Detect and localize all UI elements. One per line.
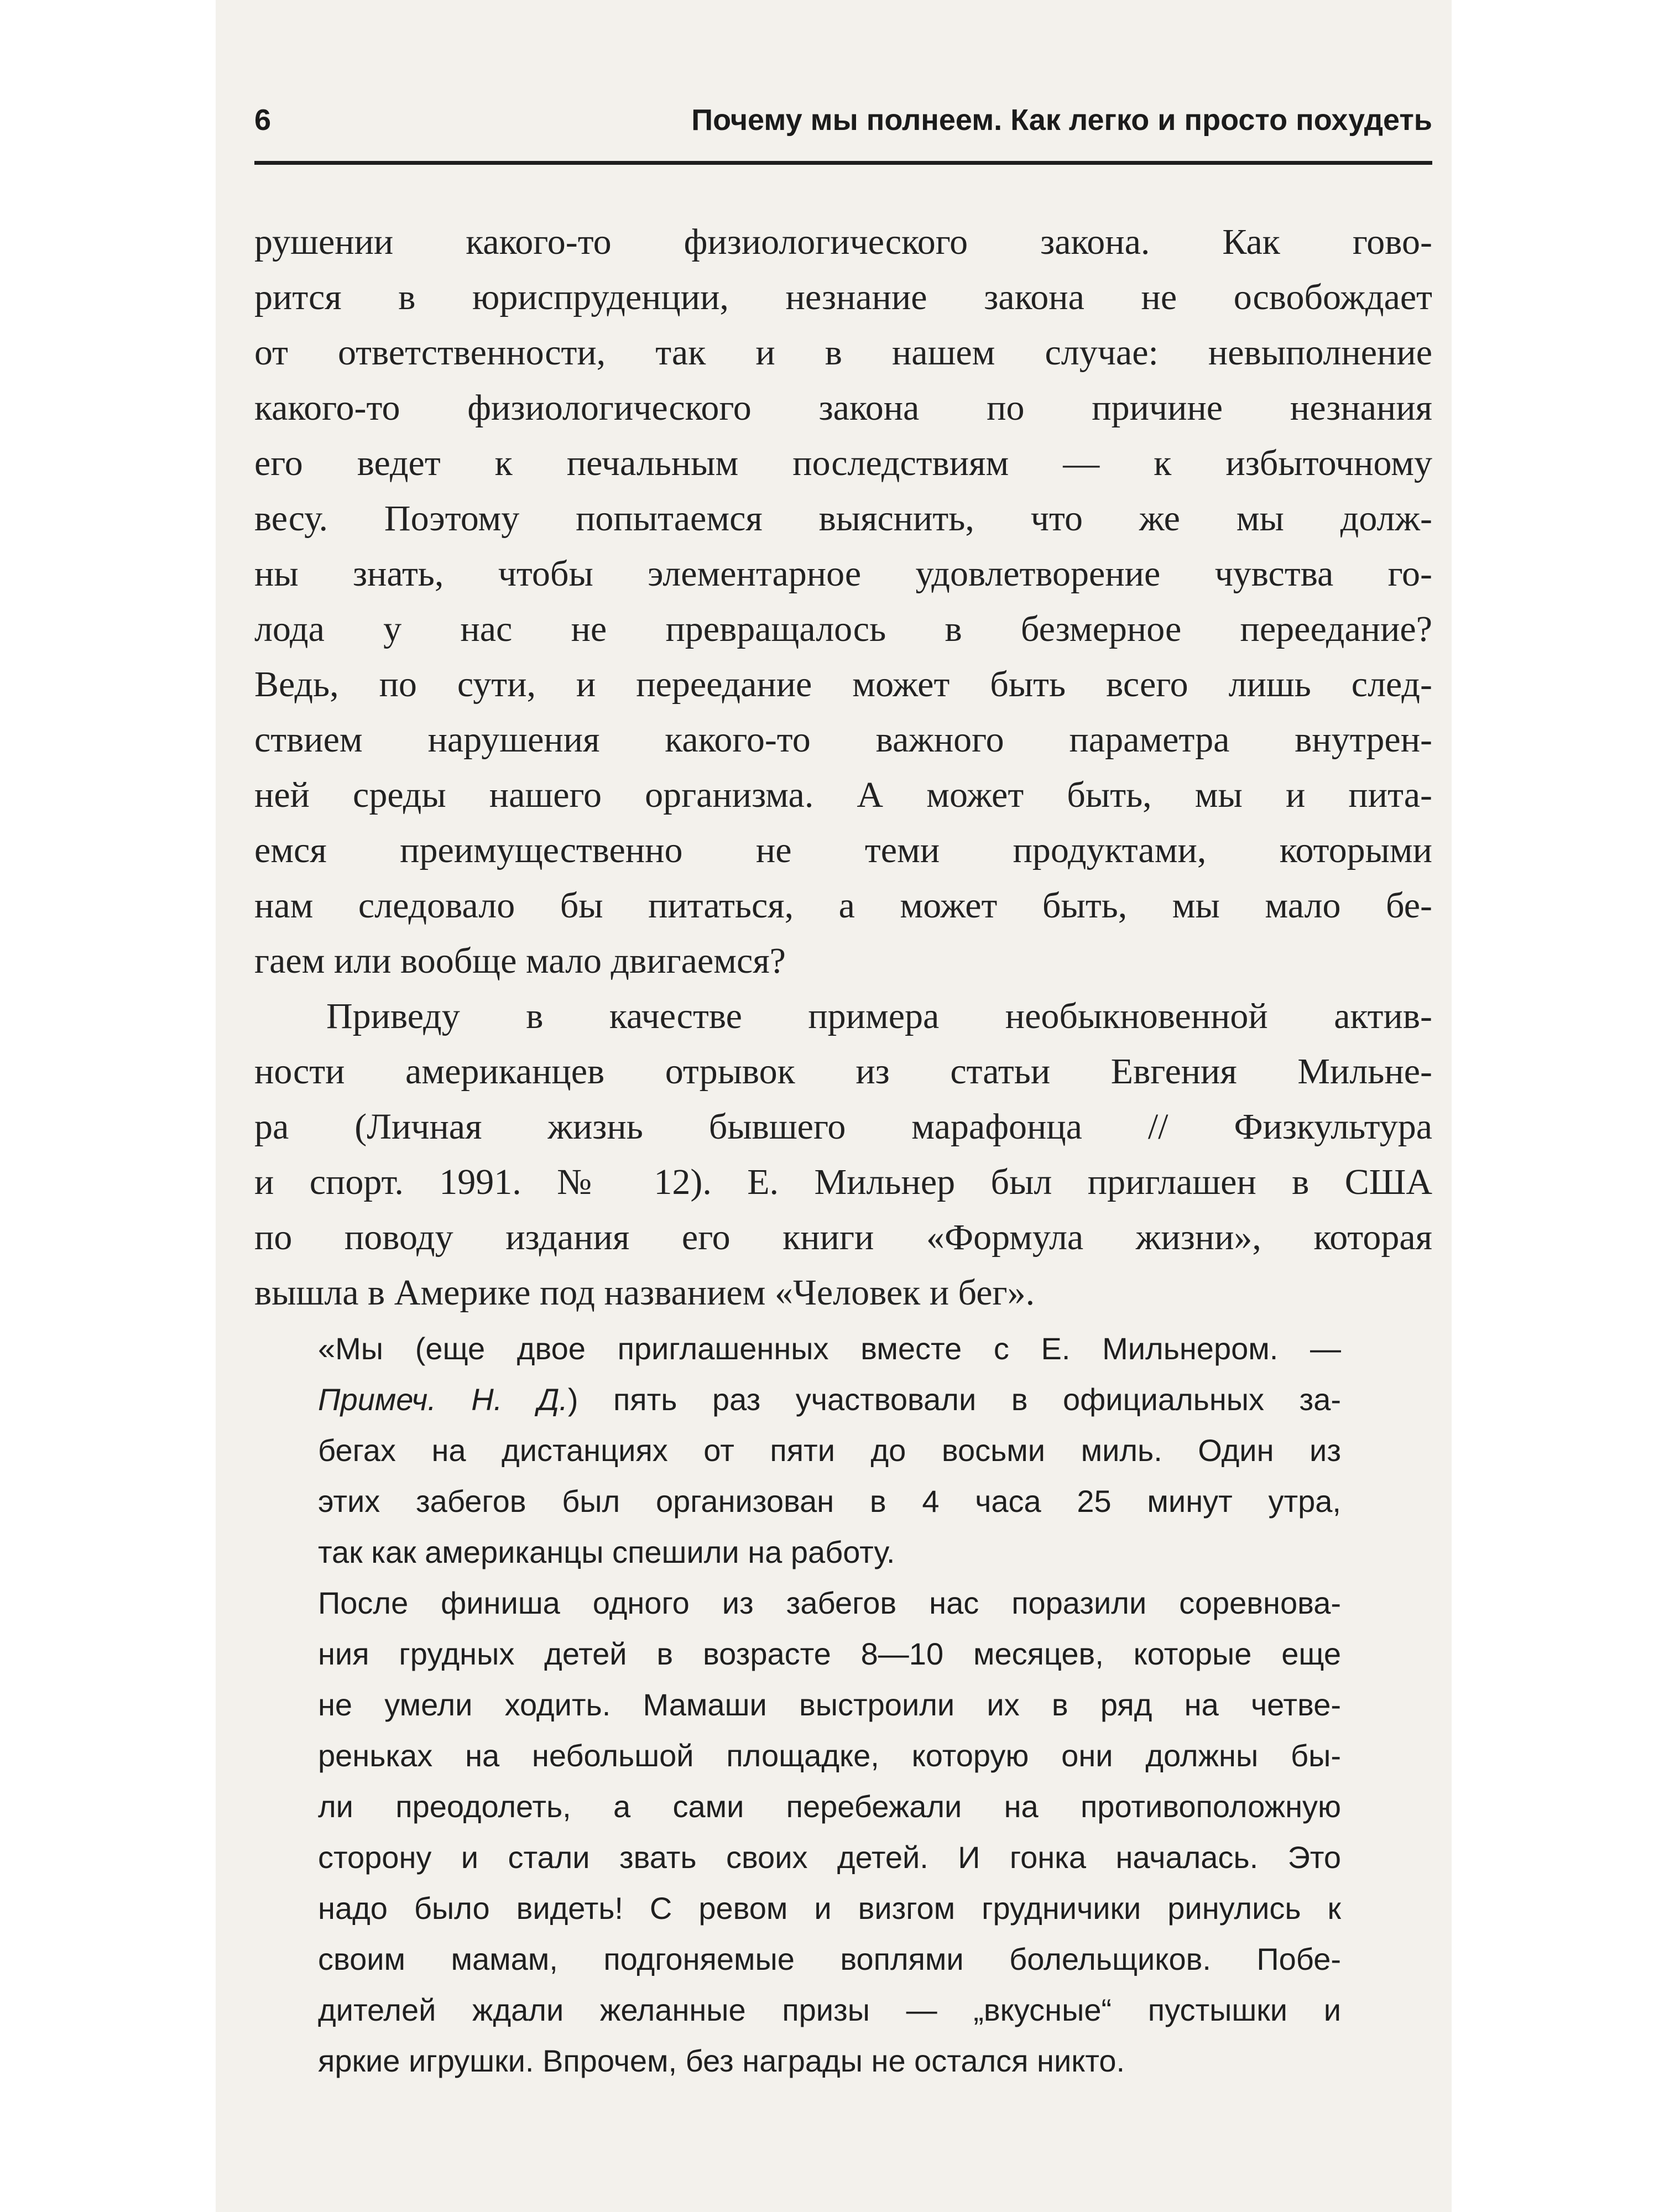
body-line: рится в юриспруденции, незнание закона не освобождает <box>254 277 1432 317</box>
body-line: и спорт. 1991. № 12). Е. Мильнер был приглашен в США <box>254 1162 1432 1202</box>
body-line: его ведет к печальным последствиям — к избыточному <box>254 443 1432 483</box>
body-line: лода у нас не превращалось в безмерное переедание? <box>254 609 1432 649</box>
quote-line: так как американцы спешили на работу. <box>318 1535 895 1569</box>
book-page <box>216 0 1452 2212</box>
body-line: какого-то физиологического закона по причине незнания <box>254 388 1432 428</box>
body-line: ности американцев отрывок из статьи Евгения Мильне- <box>254 1051 1432 1092</box>
quote-line: яркие игрушки. Впрочем, без награды не остался никто. <box>318 2043 1125 2078</box>
body-line: вышла в Америке под названием «Человек и бег». <box>254 1272 1035 1313</box>
body-line: гаем или вообще мало двигаемся? <box>254 941 786 981</box>
quote-line: ния грудных детей в возрасте 8—10 месяцев, которые еще <box>318 1636 1341 1671</box>
body-line: нам следовало бы питаться, а может быть, мы мало бе- <box>254 885 1432 926</box>
header-rule <box>254 161 1432 165</box>
quote-line: реньках на небольшой площадке, которую они должны бы- <box>318 1738 1341 1773</box>
body-line: рушении какого-то физиологического закона. Как гово- <box>254 222 1432 262</box>
quote-line: не умели ходить. Мамаши выстроили их в ряд на четве- <box>318 1687 1341 1722</box>
body-line: от ответственности, так и в нашем случае: невыполнение <box>254 332 1432 373</box>
quote-line: этих забегов был организован в 4 часа 25 минут утра, <box>318 1484 1341 1519</box>
quote-line: ли преодолеть, а сами перебежали на противоположную <box>318 1789 1341 1824</box>
body-line: весу. Поэтому попытаемся выяснить, что же мы долж- <box>254 498 1432 539</box>
body-line: ней среды нашего организма. А может быть, мы и пита- <box>254 775 1432 815</box>
quote-line: После финиша одного из забегов нас поразили соревнова- <box>318 1585 1341 1620</box>
body-line: ны знать, чтобы элементарное удовлетворение чувства го- <box>254 554 1432 594</box>
body-line: емся преимущественно не теми продуктами, которыми <box>254 830 1432 870</box>
quote-line: надо было видеть! С ревом и визгом грудничики ринулись к <box>318 1891 1341 1926</box>
quote-line <box>318 1374 1341 1425</box>
body-line: ствием нарушения какого-то важного параметра внутрен- <box>254 719 1432 760</box>
body-line: Приведу в качестве примера необыкновенной актив- <box>326 996 1432 1036</box>
page-number: 6 <box>254 103 272 137</box>
body-line: Ведь, по сути, и переедание может быть всего лишь след- <box>254 664 1432 705</box>
body-line: по поводу издания его книги «Формула жизни», которая <box>254 1217 1432 1258</box>
page-header <box>254 95 1432 145</box>
editor-note: Примеч. Н. Д. <box>318 1382 568 1417</box>
quote-line: сторону и стали звать своих детей. И гонка началась. Это <box>318 1840 1341 1875</box>
quote-line: своим мамам, подгоняемые воплями болельщиков. Побе- <box>318 1942 1341 1976</box>
quote-line-text: ) пять раз участвовали в официальных за- <box>567 1382 1342 1417</box>
quote-line: «Мы (еще двое приглашенных вместе с Е. Мильнером. — <box>318 1331 1341 1366</box>
quote-line: бегах на дистанциях от пяти до восьми миль. Один из <box>318 1433 1341 1468</box>
quote-line: дителей ждали желанные призы — „вкусные“ пустышки и <box>318 1992 1341 2027</box>
running-title: Почему мы полнеем. Как легко и просто похудеть <box>691 103 1432 137</box>
body-line: ра (Личная жизнь бывшего марафонца // Физкультура <box>254 1107 1432 1147</box>
